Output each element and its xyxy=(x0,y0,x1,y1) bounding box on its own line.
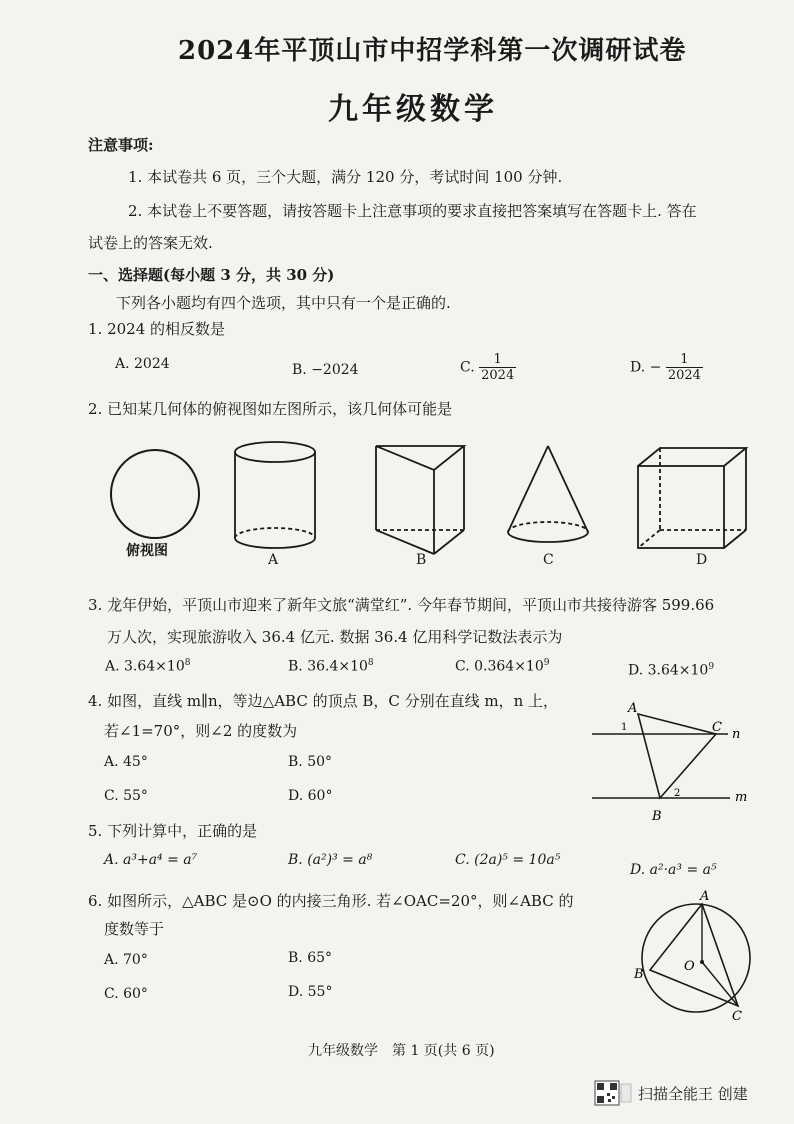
q6-label-b: B xyxy=(634,967,644,982)
q6-option-a: A. 70° xyxy=(104,952,148,968)
q4-stem-line-1: 4. 如图，直线 m∥n，等边△ABC 的顶点 B，C 分别在直线 m，n 上， xyxy=(88,692,559,710)
q3-option-b xyxy=(288,658,374,675)
notice-heading: 注意事项: xyxy=(88,136,154,154)
notice-line-2b: 试卷上的答案无效. xyxy=(88,234,213,252)
q4-label-c: C xyxy=(712,720,722,735)
q5-option-a: A. a³+a⁴ = a⁷ xyxy=(104,852,198,868)
q3-option-b-base: B. 36.4×10 xyxy=(288,658,368,675)
q4-option-c: C. 55° xyxy=(104,788,148,804)
q3-option-a xyxy=(105,658,190,675)
section-1-heading: 一、选择题(每小题 3 分，共 30 分) xyxy=(88,266,335,284)
top-view-circle xyxy=(111,450,199,538)
q4-angle-1: 1 xyxy=(621,722,628,733)
q2-stem: 2. 已知某几何体的俯视图如左图所示，该几何体可能是 xyxy=(88,400,453,418)
q1-option-c-numerator: 1 xyxy=(479,352,516,368)
cube-figure xyxy=(638,448,746,548)
q3-option-c xyxy=(455,658,549,675)
q6-option-d: D. 55° xyxy=(288,984,333,1000)
notice-line-1: 1. 本试卷共 6 页，三个大题，满分 120 分，考试时间 100 分钟. xyxy=(128,168,563,186)
q5-option-b: B. (a²)³ = a⁸ xyxy=(288,852,373,868)
q1-option-c xyxy=(460,352,516,383)
q3-option-a-exp: 8 xyxy=(184,658,191,668)
q1-option-c-denominator: 2024 xyxy=(481,368,515,383)
q4-option-a: A. 45° xyxy=(104,754,148,770)
q4-label-n: n xyxy=(732,727,741,742)
q1-option-d-denominator: 2024 xyxy=(667,368,701,383)
q6-option-b: B. 65° xyxy=(288,950,333,966)
q3-option-d-exp: 9 xyxy=(708,662,715,672)
q4-figure xyxy=(590,698,760,824)
q4-option-b: B. 50° xyxy=(288,754,333,770)
watermark-text: 扫描全能王 创建 xyxy=(638,1084,748,1103)
q6-label-a: A xyxy=(700,889,710,904)
q1-option-d-prefix: D. − xyxy=(630,359,662,376)
q6-stem-line-1: 6. 如图所示，△ABC 是⊙O 的内接三角形. 若∠OAC=20°，则∠ABC 的 xyxy=(88,892,574,910)
q3-option-d xyxy=(628,662,714,679)
q1-option-d-fraction xyxy=(666,352,703,383)
center-dot xyxy=(700,960,704,964)
cone-figure xyxy=(508,446,588,542)
q4-label-m: m xyxy=(735,790,748,805)
q3-stem-line-2: 万人次，实现旅游收入 36.4 亿元. 数据 36.4 亿用科学记数法表示为 xyxy=(107,628,563,646)
q5-option-c: C. (2a)⁵ = 10a⁵ xyxy=(455,852,561,868)
q6-stem-line-2: 度数等于 xyxy=(104,920,165,938)
triangle-abc xyxy=(638,714,716,798)
q4-angle-2: 2 xyxy=(674,788,681,799)
q3-option-c-exp: 9 xyxy=(543,658,550,668)
figure-label-b: B xyxy=(416,552,427,568)
q6-label-c: C xyxy=(732,1009,742,1022)
section-1-intro: 下列各小题均有四个选项，其中只有一个是正确的. xyxy=(116,294,451,312)
q1-option-c-fraction xyxy=(479,352,516,383)
figure-label-d: D xyxy=(696,552,708,568)
exam-subtitle: 九年级数学 xyxy=(328,92,498,127)
scanner-watermark xyxy=(594,1080,748,1106)
q3-option-a-base: A. 3.64×10 xyxy=(105,658,185,675)
cylinder-figure xyxy=(235,442,315,548)
figure-label-a: A xyxy=(268,552,279,568)
q1-option-c-prefix: C. xyxy=(460,359,475,376)
qr-code-icon xyxy=(594,1080,632,1106)
q1-option-d-numerator: 1 xyxy=(666,352,703,368)
figure-label-c: C xyxy=(543,552,554,568)
q4-label-b: B xyxy=(652,809,662,824)
q3-option-b-exp: 8 xyxy=(367,658,374,668)
q3-option-d-base: D. 3.64×10 xyxy=(628,662,709,679)
prism-figure xyxy=(376,446,464,554)
q3-stem-line-1: 3. 龙年伊始，平顶山市迎来了新年文旅“满堂红”. 今年春节期间，平顶山市共接待游客 599.66 xyxy=(88,596,715,614)
q1-option-b: B. −2024 xyxy=(292,362,359,378)
top-view-label: 俯视图 xyxy=(126,543,168,559)
page-footer: 九年级数学 第 1 页(共 6 页) xyxy=(308,1043,495,1059)
q6-label-o: O xyxy=(684,959,695,974)
q6-figure xyxy=(628,888,760,1022)
q1-option-a: A. 2024 xyxy=(115,356,170,372)
q3-option-c-base: C. 0.364×10 xyxy=(455,658,544,675)
q4-stem-line-2: 若∠1=70°，则∠2 的度数为 xyxy=(104,722,298,740)
q4-label-a: A xyxy=(628,701,638,716)
exam-title: 2024年平顶山市中招学科第一次调研试卷 xyxy=(178,36,687,66)
notice-line-2a: 2. 本试卷上不要答题，请按答题卡上注意事项的要求直接把答案填写在答题卡上. 答在 xyxy=(128,202,697,220)
q1-option-d xyxy=(630,352,703,383)
q5-option-d: D. a²·a³ = a⁵ xyxy=(630,862,717,878)
q6-option-c: C. 60° xyxy=(104,986,148,1002)
q1-stem: 1. 2024 的相反数是 xyxy=(88,320,226,338)
q4-option-d: D. 60° xyxy=(288,788,333,804)
q5-stem: 5. 下列计算中，正确的是 xyxy=(88,822,258,840)
q2-figures xyxy=(100,436,780,576)
